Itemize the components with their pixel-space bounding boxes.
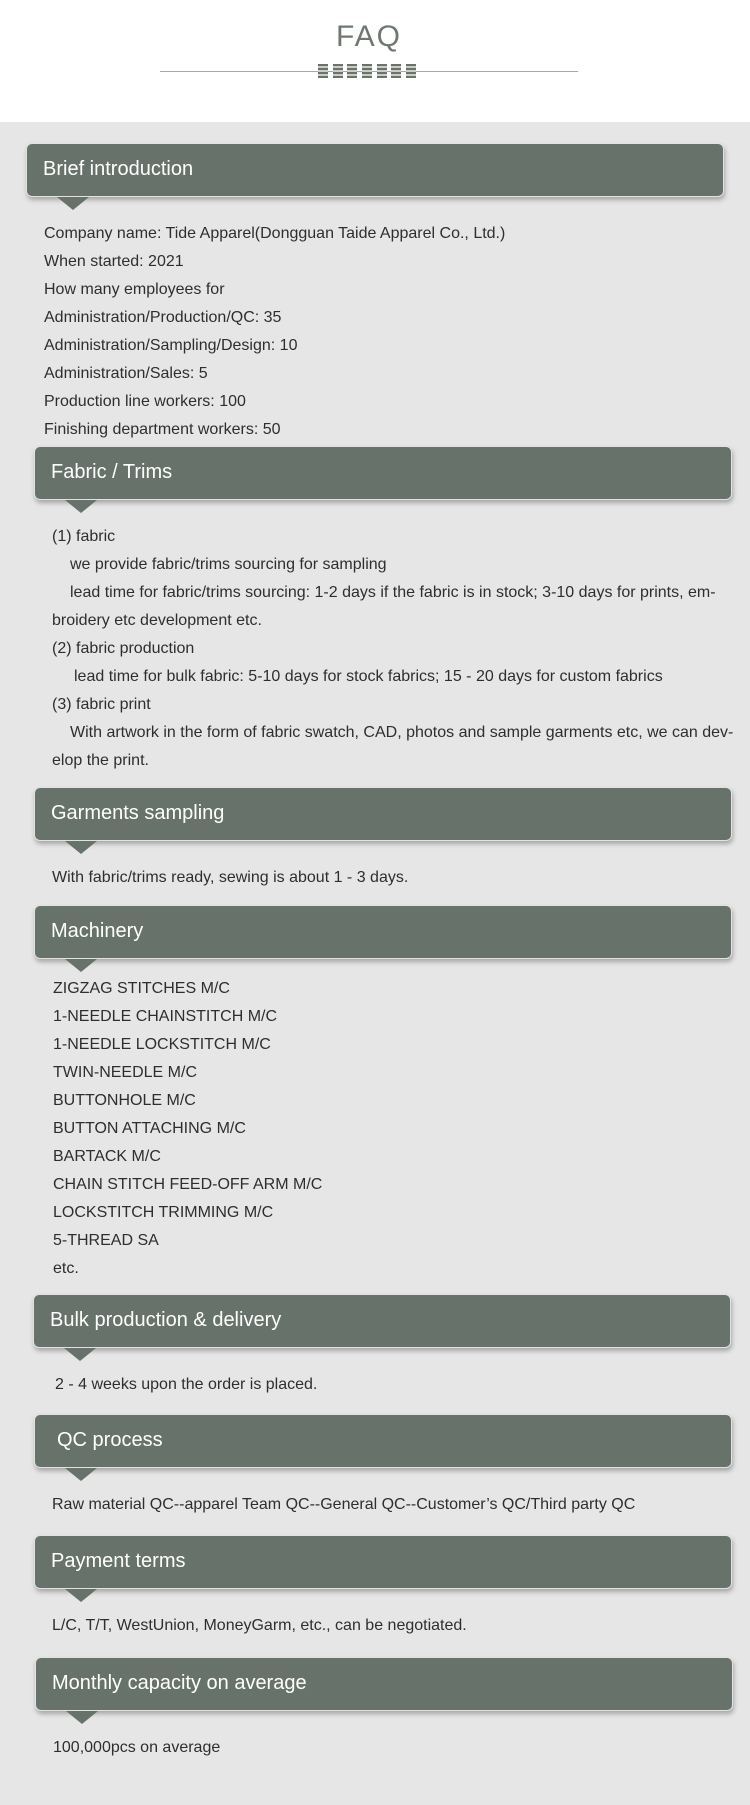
section-title: Machinery <box>51 920 144 942</box>
banner-pointer <box>65 1589 97 1602</box>
intro-line: Finishing department workers: 50 <box>44 421 281 438</box>
section-title: Bulk production & delivery <box>50 1309 282 1331</box>
banner-pointer <box>64 1348 96 1361</box>
section-banner-machinery <box>34 905 732 959</box>
page-header <box>0 0 750 122</box>
fabric-line: (3) fabric print <box>52 696 151 713</box>
fabric-line: we provide fabric/trims sourcing for sampling <box>70 556 387 573</box>
intro-line: Company name: Tide Apparel(Dongguan Taide Apparel Co., Ltd.) <box>44 225 506 242</box>
section-title: Garments sampling <box>51 802 225 824</box>
intro-line: When started: 2021 <box>44 253 184 270</box>
page-title: FAQ <box>335 20 402 53</box>
fabric-line: elop the print. <box>52 752 149 769</box>
section-banner-qc-process <box>34 1414 732 1468</box>
banner-pointer <box>65 841 97 854</box>
payment-line: L/C, T/T, WestUnion, MoneyGarm, etc., can be negotiated. <box>52 1617 467 1634</box>
section-banner-brief-introduction <box>26 143 724 197</box>
section-title: Fabric / Trims <box>51 461 173 483</box>
machinery-item: ZIGZAG STITCHES M/C <box>53 980 230 997</box>
fabric-line: With artwork in the form of fabric swatch, CAD, photos and sample garments etc, we can dev- <box>70 724 734 741</box>
section-title: Brief introduction <box>43 158 194 180</box>
intro-line: How many employees for <box>44 281 225 298</box>
intro-line: Administration/Production/QC: 35 <box>44 309 282 326</box>
section-banner-fabric-trims <box>34 446 732 500</box>
machinery-item: BARTACK M/C <box>53 1148 161 1165</box>
fabric-line: (2) fabric production <box>52 640 195 657</box>
section-banner-payment-terms <box>34 1535 732 1589</box>
intro-line: Administration/Sampling/Design: 10 <box>44 337 298 354</box>
qc-line: Raw material QC--apparel Team QC--General QC--Customer’s QC/Third party QC <box>52 1496 636 1513</box>
banner-pointer <box>65 1468 97 1481</box>
machinery-item: 1-NEEDLE CHAINSTITCH M/C <box>53 1008 278 1025</box>
section-banner-garments-sampling <box>34 787 732 841</box>
capacity-line: 100,000pcs on average <box>53 1739 221 1756</box>
machinery-item: BUTTONHOLE M/C <box>53 1092 196 1109</box>
banner-pointer <box>65 959 97 972</box>
section-banner-bulk-production <box>33 1294 731 1348</box>
machinery-item: 5-THREAD SA <box>53 1232 159 1249</box>
fabric-line: lead time for bulk fabric: 5-10 days for stock fabrics; 15 - 20 days for custom fabrics <box>74 668 663 685</box>
fabric-line: broidery etc development etc. <box>52 612 262 629</box>
sampling-line: With fabric/trims ready, sewing is about 1 - 3 days. <box>52 869 409 886</box>
machinery-item: TWIN-NEEDLE M/C <box>53 1064 197 1081</box>
section-title: Payment terms <box>51 1550 186 1572</box>
title-divider-ornament <box>318 64 416 78</box>
machinery-item: CHAIN STITCH FEED-OFF ARM M/C <box>53 1176 323 1193</box>
machinery-item: etc. <box>53 1260 79 1277</box>
banner-pointer <box>66 1711 98 1724</box>
intro-line: Production line workers: 100 <box>44 393 246 410</box>
banner-pointer <box>57 197 89 210</box>
section-banner-monthly-capacity <box>35 1657 733 1711</box>
banner-pointer <box>65 500 97 513</box>
fabric-line: lead time for fabric/trims sourcing: 1-2 days if the fabric is in stock; 3-10 days for prints, em- <box>70 584 716 601</box>
intro-line: Administration/Sales: 5 <box>44 365 208 382</box>
fabric-line: (1) fabric <box>52 528 116 545</box>
machinery-item: LOCKSTITCH TRIMMING M/C <box>53 1204 274 1221</box>
machinery-item: 1-NEEDLE LOCKSTITCH M/C <box>53 1036 271 1053</box>
section-title: Monthly capacity on average <box>52 1672 307 1694</box>
bulk-line: 2 - 4 weeks upon the order is placed. <box>55 1376 318 1393</box>
section-title: QC process <box>57 1429 163 1451</box>
machinery-item: BUTTON ATTACHING M/C <box>53 1120 246 1137</box>
